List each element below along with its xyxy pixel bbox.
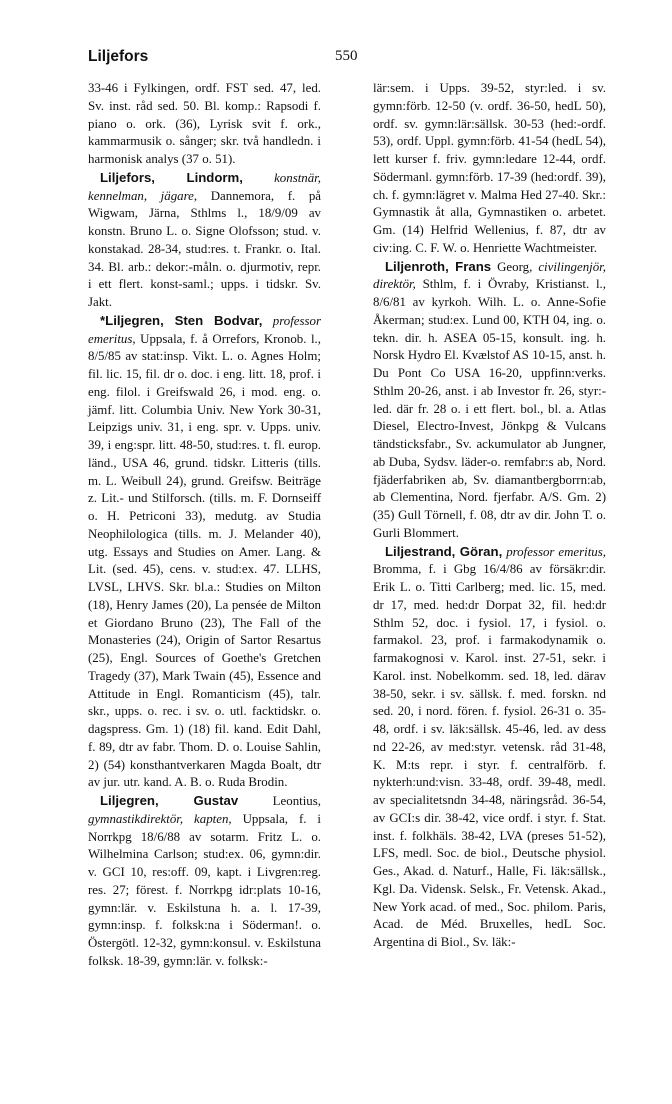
- right-column: [373, 80, 606, 952]
- entry-title: professor emeritus,: [88, 313, 321, 346]
- page-number: 550: [335, 48, 358, 64]
- entry-title: civilingenjör, direktör,: [373, 259, 606, 292]
- entry-title: professor emeritus,: [506, 544, 606, 559]
- entry-body: Bromma, f. i Gbg 16/4/86 av försäkr:dir. Erik L. o. Titti Carlberg; med. lic. 15, med. dr 17, med. hed:dr Dorpat 32, fil. hed:dr Sthlm 52, doc. i fysiol. 17, i fysiol. o. farmakol. 23, prof. i farmakodynamik o. farmakognosi v. Karol. inst. 27-51, sekr. i Karol. inst. Nobelkomm. sed. 18, led. därav 38-50, sekr. i sv. sällsk. f. med. forskn. nd sed. 20, i nord. fören. f. fysiol. 26-31 o. 35-48, ordf. i sv. läk:sällsk. 45-46, led. av dess nd 22-26, av med:styr. vetensk. råd 31-48, K. M:ts repr. i styr. f. centralförb. f. nykterh:und:visn. 33-48, ordf. 39-48, medl. av specialitetsndn 34-48, näringsråd. 36-54, av GCI:s dir. 38-42, vice ordf. i styr. f. Stat. inst. f. folkhäls. 38-42, LVA (preses 51-52), LFS, medl. Soc. de biol., Deutsche physiol. Ges., Akad. d. Naturf., Halle, Fi. läk:sällsk., Kgl. Da. Vidensk. Selsk., Fr. Vetensk. Akad., New York acad. of med., Soc. philom. Paris, Acad. de Méd. Bruxelles, hedL Soc. Argentina di Biol., Sv. läk:-: [373, 562, 606, 949]
- entry-liljegren-sten: [88, 312, 321, 792]
- entry-name-suffix: Georg,: [497, 259, 533, 274]
- entry-body: Uppsala, f. å Orrefors, Kronob. l., 8/5/85 av stat:insp. Vikt. L. o. Agnes Holm; fil. lic. 15, fil. dr o. doc. i eng. litt. 18, prof. i eng. filol. i Greifswald 26, i mod. eng. o. jämf. litt. Columbia Univ. New York 30-31, Leipzigs univ. 31, i eng. spr. v. Upps. univ. 39, i eng:spr. litt. 48-50, stud:res. t. fl. europ. länd., USA 46, grund. tidskr. Litteris (tills. m. L. Weibull 24), grund. Greifsw. Beiträge z. Lit.- und Stilforsch. (tills. m. F. Dornseiff o. H. Petriconi 33), medutg. av Studia Neophilologica (tills. m. J. Melander 40), utg. Essays and Studies on Amer. Lang. & Lit. (sed. 45), cens. v. stud:ex. 47. LLHS, LVSL, LHVS. Skr. bl.a.: Studies on Milton (18), Henry James (20), La pensée de Milton et Giordano Bruno (23), The Fall of the Monasteries (24), Origin of Sartor Resartus (25), Engl. Sources of Goethe's Gretchen Tragedy (37), Mark Twain (45), Essence and Attitude in Engl. Romanticism (45), talr. skr., upps. o. rec. i sv. o. utl. facktidskr. o. dagspress. Gm. 1) (18) fil. kand. Edit Dahl, f. 89, dtr av fabr. Thom. D. o. Louise Sahlin, 2) (54) konsthantverkaren Magda Boalt, dtr av jur. utr. kand. A. B. o. Ruda Brodin.: [88, 331, 321, 790]
- running-head: Liljefors: [88, 48, 149, 65]
- entry-continuation: [373, 80, 606, 258]
- entry-name-suffix: Leontius,: [272, 794, 321, 808]
- entry-title: gymnastikdirektör, kapten,: [88, 811, 232, 826]
- entry-body: Sthlm, f. i Övraby, Kristianst. l., 8/6/81 av kyrkoh. Wilh. L. o. Anne-Sofie Åkerman; stud:ex. Lund 00, KTH 04, ing. o. tekn. dir. h. ASEA 05-15, konsult. ing. h. Norsk Hydro El. Kvælstof AS 10-15, anst. h. Du Pont Co USA 16-20, uppfinn:verks. Sthlm 20-26, anst. i ab Investor fr. 26, styr:-led. där fr. 28 o. i ett flert. bol., bl. a. Atlas Diesel, Electro-Invest, Jönkpg & Vulcans tändsticksfabr., Sv. ackumulator ab Jungner, ab Duba, Sydsv. läder-o. remfabr:s ab, Nord. fjäderfabriken ab, Sv. diamantbergborrn:ab, ab Clementina, Nord. fjerfabr. A/S. Gm. 2) (35) Gull Törnell, f. 08, dtr av dir. John T. o. Gurli Blommert.: [373, 277, 606, 540]
- entry-liljenroth-frans: [373, 258, 606, 543]
- entry-name: *Liljegren, Sten Bodvar,: [100, 312, 263, 328]
- entry-liljefors-lindorm: [88, 169, 321, 312]
- entry-name: Liljegren, Gustav: [100, 793, 239, 808]
- entry-body: Dannemora, f. på Wigwam, Järna, Sthlms l., 18/9/09 av konstn. Bruno L. o. Signe Olofsson; stud. v. konstakad. 28-34, stud:res. t. Frankr. o. Ital. 34. Bl. arb.: dekor:-måln. o. djurmotiv, repr. i ett flert. konst-saml.; upps. i tidskr. Sv. Jakt.: [88, 188, 321, 309]
- entry-name: Liljestrand, Göran,: [385, 543, 503, 559]
- left-column: [88, 80, 321, 971]
- entry-name: Liljefors, Lindorm,: [100, 169, 243, 185]
- entry-liljegren-gustav: [88, 792, 321, 971]
- entry-liljestrand-goran: [373, 543, 606, 952]
- entry-body: 33-46 i Fylkingen, ordf. FST sed. 47, led. Sv. inst. råd sed. 50. Bl. komp.: Rapsodi f. piano o. ork. (36), Lyrisk svit f. ork., kammarmusik o. sånger; skr. två handledn. i harmonisk analys (37 o. 51).: [88, 81, 321, 166]
- entry-continuation: [88, 80, 321, 169]
- entry-name: Liljenroth, Frans: [385, 258, 492, 274]
- entry-body: Uppsala, f. i Norrkpg 18/6/88 av sotarm. Fritz L. o. Wilhelmina Carlson; stud:ex. 06, gymn:dir. v. GCI 10, res:off. 09, kapt. i Livgren:reg. res. 27; förest. f. Norrkpg idr:plats 10-16, gymn:lär. v. Eskilstuna h. a. l. 17-39, gymn:insp. f. folksk:na i Söderman!. o. Östergötl. 12-32, gymn:konsul. v. Eskilstuna folksk. 18-39, gymn:lär. v. folksk:-: [88, 811, 321, 968]
- entry-title: konstnär, kennelman, jägare,: [88, 170, 321, 203]
- entry-body: lär:sem. i Upps. 39-52, styr:led. i sv. gymn:förb. 12-50 (v. ordf. 36-50, hedL 50), ordf. sv. gymn:lär:sällsk. 30-53 (hed:-ordf. 53), ordf. Uppl. gymn:förb. 41-54 (hedL 54), lett kurser f. friv. gymn:ledare 12-44, ordf. Södermanl. gymn:förb. 17-39 (hed:ordf. 39), ch. f. gymn:lägret v. Malma Hed 27-40. Skr.: Gymnastik åt alla, Gymnastiken o. arbetet. Gm. (14) Helfrid Wellenius, f. 87, dtr av civ:ing. C. F. W. o. Henriette Wachtmeister.: [373, 81, 606, 255]
- page-header: [88, 48, 584, 70]
